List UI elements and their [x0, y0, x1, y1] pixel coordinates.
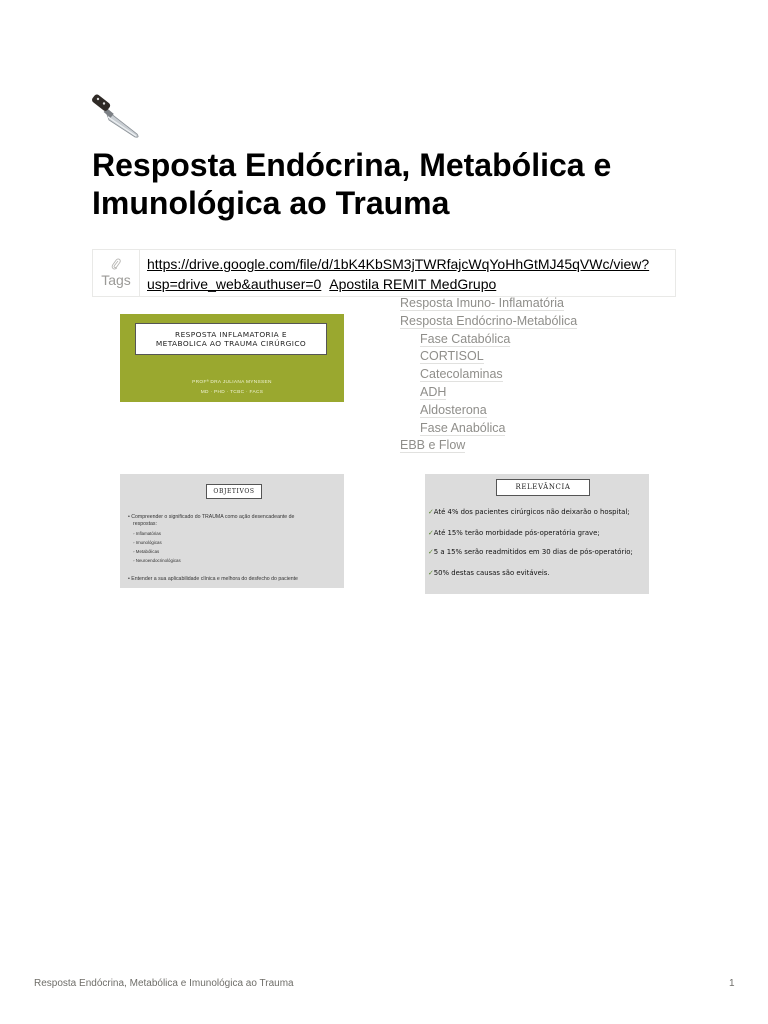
- toc-item[interactable]: ADH: [420, 384, 447, 399]
- slide-relevancia-item: ✓5 a 15% serão readmitidos em 30 dias de pós-operatório;: [428, 548, 633, 556]
- toc-item[interactable]: Catecolaminas: [420, 367, 503, 382]
- tags-property-label: [92, 250, 140, 296]
- toc-item[interactable]: Resposta Imuno- Inflamatória: [400, 296, 564, 310]
- toc-item[interactable]: Aldosterona: [420, 402, 487, 417]
- toc-item[interactable]: EBB e Flow: [400, 438, 466, 453]
- tags-label: Tags: [101, 272, 131, 288]
- paperclip-icon: [111, 258, 121, 272]
- slide-objetivos-intro: • Compreender o significado do TRAUMA como ação desencadeante de: [128, 514, 295, 520]
- slide-intro-credentials: MD · PHD · TCBC · FACS: [200, 390, 264, 395]
- slide-objetivos-item: ◦ Neuroendocrinológicas: [133, 558, 181, 563]
- slide-relevancia-image[interactable]: [425, 474, 649, 594]
- check-icon: ✓: [428, 529, 434, 537]
- kitchen-knife-icon[interactable]: [92, 94, 142, 140]
- footer-page-number: 1: [729, 978, 735, 989]
- toc-item[interactable]: Fase Anabólica: [420, 420, 506, 435]
- check-icon: ✓: [428, 508, 434, 516]
- slide-objetivos-item: ◦ Inflamatórias: [133, 531, 161, 536]
- toc-item[interactable]: Resposta Endócrino-Metabólica: [400, 313, 578, 328]
- apostila-link[interactable]: Apostila REMIT MedGrupo: [329, 276, 497, 292]
- drive-link-line1: https://drive.google.com/file/d/1bK4KbSM3jTWRfajcWqYoHhGtMJ45qVWc/view?: [147, 256, 650, 272]
- check-icon: ✓: [428, 569, 434, 577]
- slide-intro-image[interactable]: [120, 314, 344, 402]
- page-title: Resposta Endócrina, Metabólica e Imunológica ao Trauma: [92, 147, 612, 221]
- slide-intro-author: PROFª DRA JULIANA MYNSSEN: [192, 380, 272, 385]
- drive-link-line2: usp=drive_web&authuser=0: [147, 276, 322, 292]
- footer-title: Resposta Endócrina, Metabólica e Imunológica ao Trauma: [34, 978, 294, 989]
- slide-objetivos-item: ◦ Metabólicas: [133, 549, 160, 554]
- tags-property-value: [140, 250, 676, 296]
- slide-objetivos-intro-cont: respostas:: [133, 521, 157, 527]
- check-icon: ✓: [428, 548, 434, 556]
- properties-row: [92, 249, 676, 297]
- slide-objetivos-item: ◦ Imunológicas: [133, 540, 162, 545]
- slide-relevancia-item: ✓Até 4% dos pacientes cirúrgicos não deixarão o hospital;: [428, 508, 630, 516]
- toc-item[interactable]: Fase Catabólica: [420, 331, 511, 346]
- slide-objetivos-header: OBJETIVOS: [206, 484, 262, 499]
- slide-relevancia-header: RELEVÂNCIA: [496, 479, 590, 496]
- slide-relevancia-item: ✓50% destas causas são evitáveis.: [428, 569, 550, 577]
- slide-intro-title: RESPOSTA INFLAMATORIA E METABOLICA AO TRAUMA CIRÚRGICO: [135, 323, 327, 355]
- toc-item[interactable]: CORTISOL: [420, 349, 484, 364]
- slide-objetivos-closing: • Entender a sua aplicabilidade clínica e melhora do desfecho do paciente: [128, 576, 298, 582]
- slide-objetivos-image[interactable]: [120, 474, 344, 588]
- slide-relevancia-item: ✓Até 15% terão morbidade pós-operatória grave;: [428, 529, 600, 537]
- table-of-contents: [400, 295, 577, 455]
